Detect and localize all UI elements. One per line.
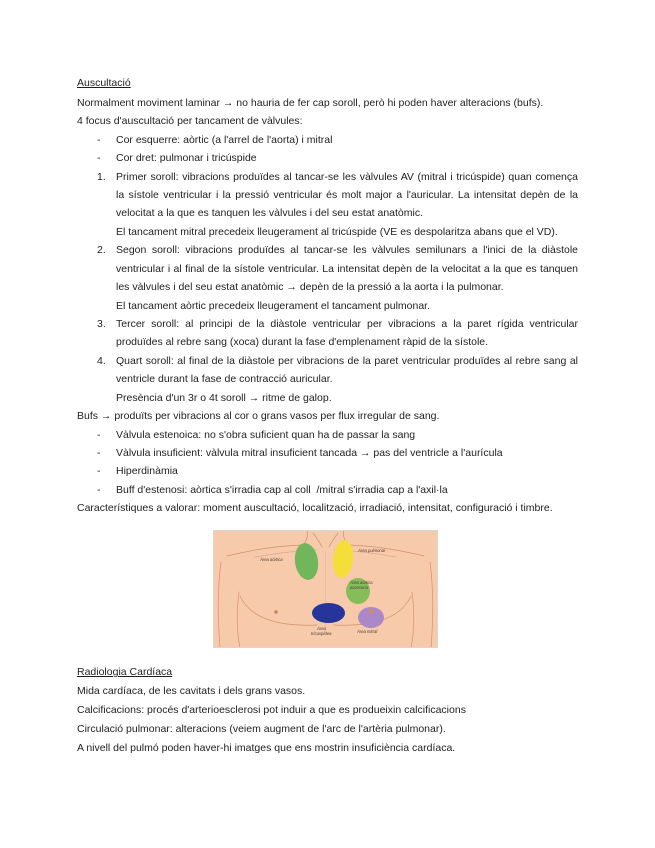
text-line: ventricular i al final de la sístole ventricular. La intensitat depèn de la velocitat a la que es tanquen [116,262,578,275]
pulmonary-area-label: Área pulmonar [358,547,386,553]
heart-sound-item-2 [77,241,578,315]
mitral-area-label: Área mitral [357,628,378,634]
bullet-marker: - [97,152,101,165]
aortic-area-label: Área aórtica [260,556,283,562]
heart-sound-item-1 [77,168,578,242]
focus-bullet [77,149,578,167]
list-number: 4. [97,354,106,367]
radiologia-line: Mida cardíaca, de les cavitats i dels grans vasos. [77,685,306,698]
heart-sound-item-3 [77,315,578,352]
auscultacio-intro: Normalment moviment laminar → no hauria de fer cap soroll, però hi poden haver alteracions (bufs). [77,96,544,109]
murmurs-intro: Bufs → produïts per vibracions al cor o grans vasos per flux irregular de sang. [77,410,440,423]
tricuspid-area [312,603,345,623]
right-nipple [369,609,373,613]
tricuspid-label-line1: Área [317,625,326,631]
radiologia-section [77,663,578,757]
radiologia-line: A nivell del pulmó poden haver-hi imatges que ens mostrin insuficiència cardíaca. [77,741,456,754]
heart-sound-note: El tancament aòrtic precedeix lleugerament el tancament pulmonar. [116,299,431,312]
murmur-bullet [77,444,578,462]
heart-sound-text [116,315,578,352]
list-number: 3. [97,317,106,330]
heart-sound-item-4 [77,352,578,407]
left-nipple [274,610,277,613]
murmur-bullet-text: Vàlvula insuficient: vàlvula mitral insuficient tancada → pas del ventricle a l'aurícula [116,446,503,459]
heart-sound-text [116,352,578,407]
focus-intro: 4 focus d'auscultació per tancament de vàlvules: [77,115,303,128]
heart-sound-note: El tancament mitral precedeix lleugerament al tricúspide (VE es despolaritza abans que el VD). [116,225,558,238]
focus-bullet-text: Cor dret: pulmonar i tricúspide [116,152,257,165]
bullet-marker: - [97,483,101,496]
text-line: velocitat a la que es tanquen les vàlvules i del seu estat anatòmic. [116,207,424,220]
list-number: 1. [97,170,106,183]
text-line: produïdes al rebre sang (xoca) durant la fase d'emplenament ràpid de la sístole. [116,336,489,349]
bullet-marker: - [97,465,101,478]
radiologia-line: Calcificacions: procés d'arterioesclerosi pot induir a que es produeixin calcificacions [77,704,466,717]
gallop-rhythm-note: Presència d'un 3r o 4t soroll → ritme de galop. [116,391,332,404]
list-number: 2. [97,244,106,257]
auscultacio-heading: Auscultació [77,77,131,89]
murmur-bullet [77,481,578,499]
radiologia-line: Circulació pulmonar: alteracions (veiem augment de l'arc de l'artèria pulmonar). [77,722,446,735]
text-line: Segon soroll: vibracions produïdes al tancar-se les vàlvules semilunars a l'inici de la diàstole [116,244,578,257]
accessory-aortic-label-line2: accesoria [350,584,368,590]
focus-bullet [77,131,578,149]
text-line: ventricle durant la fase de contracció auricular. [116,373,333,386]
text-line: Tercer soroll: al principi de la diàstole ventricular per vibracions a la paret rígida ventricular [116,317,578,330]
murmur-bullet [77,426,578,444]
radiologia-heading: Radiologia Cardíaca [77,666,173,679]
chest-auscultation-figure [213,530,438,648]
heart-sound-text [116,241,578,315]
focus-bullet-text: Cor esquerre: aòrtic (a l'arrel de l'aorta) i mitral [116,133,333,146]
text-line: la sístole ventricular i la pressió ventricular és molt major a l'auricular. La intensitat depèn de la [116,189,578,202]
characteristics-line: Característiques a valorar: moment auscultació, localització, irradiació, intensitat, configuració i timbre. [77,502,553,515]
murmur-bullet-text: Hiperdinàmia [116,465,178,478]
murmur-bullet-text: Buff d'estenosi: aòrtica s'irradia cap al coll /mitral s'irradia cap a l'axil·la [116,483,448,496]
text-line: Quart soroll: al final de la diàstole per vibracions de la paret ventricular produïdes al rebre sang al [116,354,578,367]
text-line: les vàlvules i del seu estat anatòmic → depèn de la pressió a la aorta i la pulmonar. [116,281,504,294]
bullet-marker: - [97,133,101,146]
murmur-bullet [77,462,578,480]
murmur-bullet-text: Vàlvula estenoica: no s'obra suficient quan ha de passar la sang [116,428,416,441]
bullet-marker: - [97,428,101,441]
bullet-marker: - [97,446,101,459]
accessory-aortic-label-line1: Área aórtica [350,579,373,585]
chest-illustration [213,530,438,648]
heart-sound-text [116,168,578,242]
tricuspid-label-line2: tricuspídea [311,630,332,636]
text-line: Primer soroll: vibracions produïdes al tancar-se les vàlvules AV (mitral i tricúspide) quan comença [116,170,578,183]
